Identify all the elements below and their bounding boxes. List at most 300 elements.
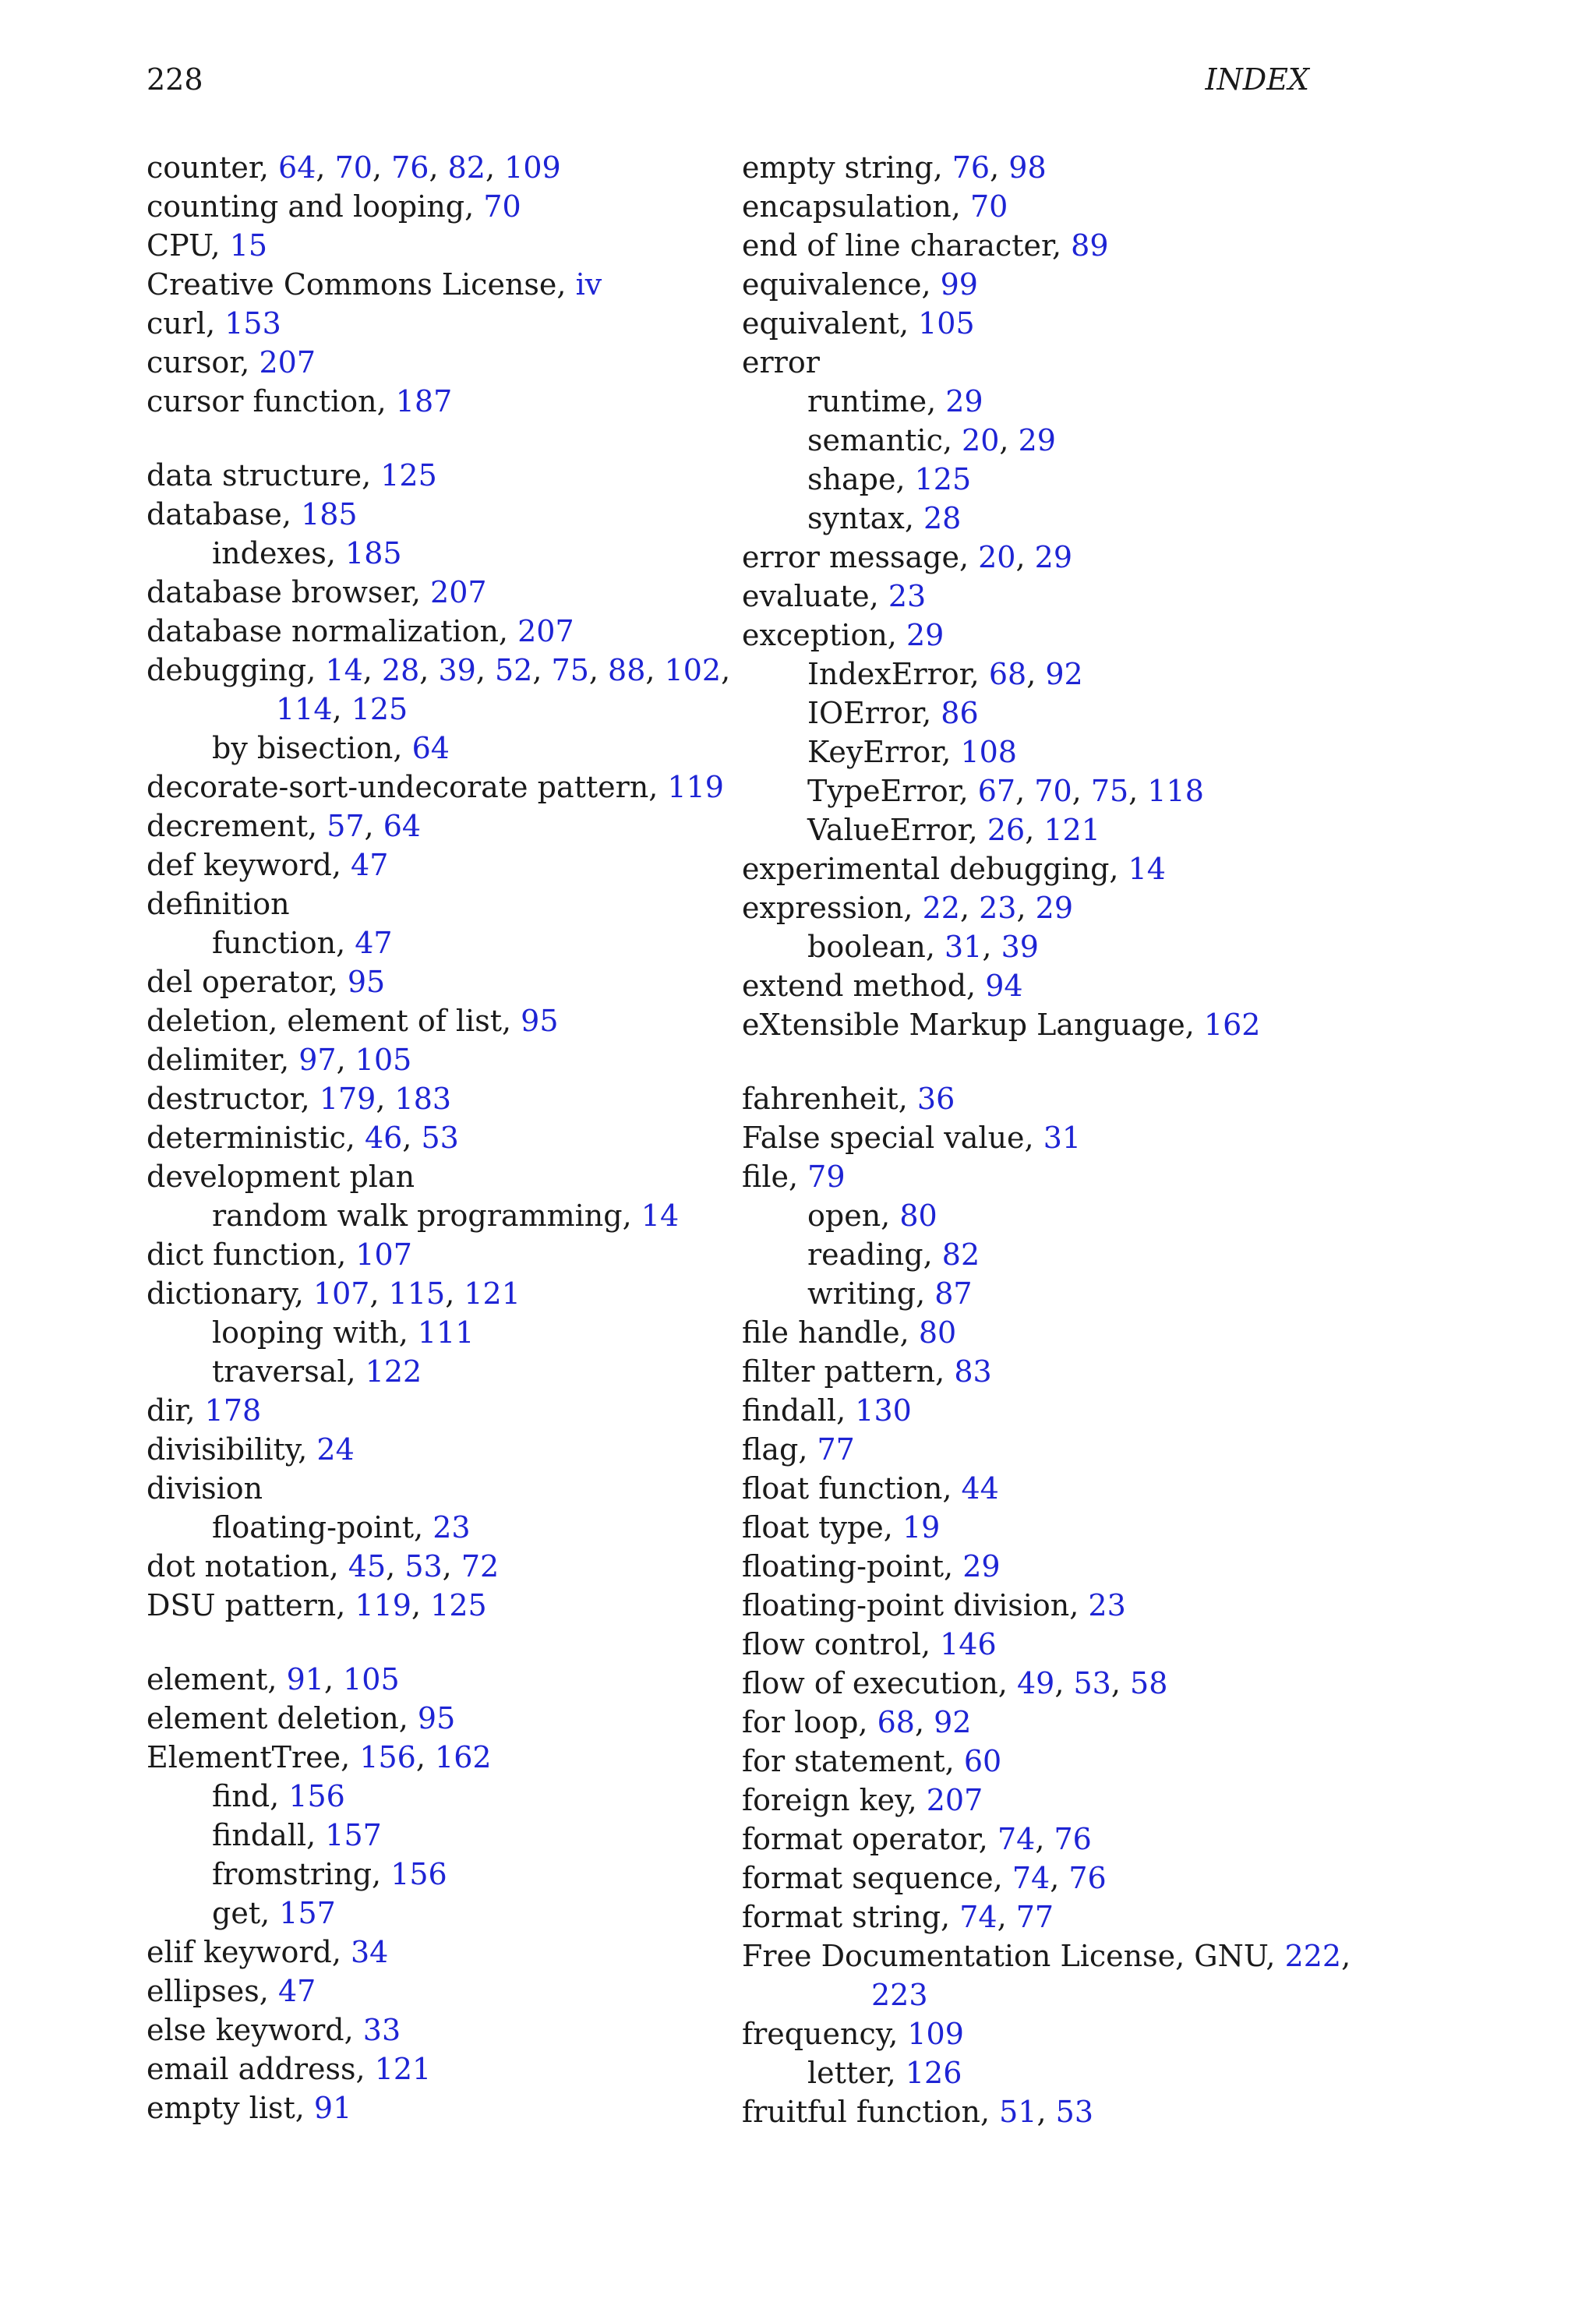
page-reference-link[interactable]: 118 bbox=[1147, 774, 1204, 808]
index-term: IOError bbox=[807, 696, 923, 730]
index-entry: DSU pattern, 119, 125 bbox=[147, 1588, 487, 1622]
page-header bbox=[147, 56, 1309, 103]
page-reference-link[interactable]: 82 bbox=[447, 150, 486, 185]
page-reference-link[interactable]: 185 bbox=[301, 497, 358, 531]
index-term: deletion, element of list bbox=[147, 1004, 502, 1038]
page-reference-link[interactable]: 28 bbox=[923, 501, 962, 535]
index-subentry: writing, 87 bbox=[807, 1276, 973, 1311]
index-entry: element, 91, 105 bbox=[147, 1662, 400, 1696]
index-entry: for statement, 60 bbox=[742, 1744, 1002, 1778]
index-subentry: findall, 157 bbox=[212, 1818, 382, 1852]
page-reference-link[interactable]: 99 bbox=[940, 267, 978, 302]
page-reference-link[interactable]: 26 bbox=[987, 813, 1026, 847]
page-reference-link[interactable]: 68 bbox=[988, 657, 1027, 691]
page-reference-link[interactable]: 121 bbox=[374, 2052, 432, 2086]
index-term: runtime bbox=[807, 384, 927, 418]
index-entry: expression, 22, 23, 29 bbox=[742, 891, 1073, 925]
page-reference-link[interactable]: 92 bbox=[1045, 657, 1083, 691]
index-entry: ellipses, 47 bbox=[147, 1974, 316, 2008]
index-term: decrement bbox=[147, 809, 309, 843]
page-reference-link[interactable]: 162 bbox=[435, 1740, 492, 1774]
index-entry: float type, 19 bbox=[742, 1510, 941, 1545]
index-entry: False special value, 31 bbox=[742, 1121, 1082, 1155]
page-reference-link[interactable]: 80 bbox=[918, 1315, 957, 1350]
index-subentry: KeyError, 108 bbox=[807, 735, 1017, 769]
page-reference-link[interactable]: 223 bbox=[871, 1978, 928, 2012]
page-reference-link[interactable]: 51 bbox=[999, 2095, 1037, 2129]
page-reference-link[interactable]: 87 bbox=[934, 1276, 973, 1311]
page-reference-link[interactable]: 111 bbox=[417, 1315, 475, 1350]
page-reference-link[interactable]: 68 bbox=[877, 1705, 915, 1739]
index-term: by bisection bbox=[212, 731, 394, 765]
index-entry: ElementTree, 156, 162 bbox=[147, 1740, 492, 1774]
index-term: encapsulation bbox=[742, 189, 952, 224]
index-entry: data structure, 125 bbox=[147, 458, 437, 493]
index-term: dict function bbox=[147, 1237, 337, 1272]
page-reference-link[interactable]: 130 bbox=[855, 1393, 912, 1428]
index-term: empty list bbox=[147, 2091, 295, 2125]
page-reference-link[interactable]: 29 bbox=[1035, 891, 1073, 925]
page-reference-link[interactable]: 67 bbox=[977, 774, 1016, 808]
index-subentry: boolean, 31, 39 bbox=[807, 930, 1039, 964]
page-reference-link[interactable]: 105 bbox=[918, 306, 975, 341]
index-term: file handle bbox=[742, 1315, 900, 1350]
page-reference-link[interactable]: 20 bbox=[978, 540, 1016, 574]
index-term: foreign key bbox=[742, 1783, 908, 1817]
index-term: filter pattern bbox=[742, 1354, 936, 1389]
index-entry: cursor, 207 bbox=[147, 345, 316, 380]
page-reference-link[interactable]: 19 bbox=[902, 1510, 941, 1545]
index-term: letter bbox=[807, 2056, 887, 2090]
index-entry: empty list, 91 bbox=[147, 2091, 352, 2125]
index-entry: dot notation, 45, 53, 72 bbox=[147, 1549, 500, 1583]
index-entry: database normalization, 207 bbox=[147, 614, 574, 648]
page-reference-link[interactable]: 95 bbox=[417, 1701, 456, 1735]
page-reference-link[interactable]: 33 bbox=[362, 2013, 401, 2047]
page-reference-link[interactable]: 29 bbox=[945, 384, 983, 418]
page-reference-link[interactable]: 64 bbox=[278, 150, 316, 185]
index-term: fromstring bbox=[212, 1857, 373, 1891]
page-reference-link[interactable]: 82 bbox=[941, 1237, 980, 1272]
index-term: float type bbox=[742, 1510, 884, 1545]
index-term: deterministic bbox=[147, 1121, 346, 1155]
page-reference-link[interactable]: 121 bbox=[1043, 813, 1100, 847]
index-term: equivalence bbox=[742, 267, 922, 302]
page-reference-link[interactable]: 60 bbox=[963, 1744, 1002, 1778]
page-reference-link[interactable]: 70 bbox=[969, 189, 1008, 224]
index-entry: deletion, element of list, 95 bbox=[147, 1004, 559, 1038]
index-entry: equivalence, 99 bbox=[742, 267, 978, 302]
page-reference-link[interactable]: 76 bbox=[952, 150, 990, 185]
index-term: traversal bbox=[212, 1354, 347, 1389]
page-reference-link[interactable]: 20 bbox=[962, 423, 1000, 457]
index-entry: counter, 64, 70, 76, 82, 109 bbox=[147, 150, 561, 185]
page-reference-link[interactable]: 23 bbox=[1088, 1588, 1126, 1622]
page-reference-link[interactable]: 31 bbox=[945, 930, 983, 964]
index-entry: findall, 130 bbox=[742, 1393, 912, 1428]
index-term: get bbox=[212, 1896, 261, 1930]
index-term: random walk programming bbox=[212, 1199, 623, 1233]
index-subentry: IndexError, 68, 92 bbox=[807, 657, 1083, 691]
page-reference-link[interactable]: 46 bbox=[364, 1121, 403, 1155]
index-entry: decorate-sort-undecorate pattern, 119 bbox=[147, 770, 724, 804]
index-entry: element deletion, 95 bbox=[147, 1701, 456, 1735]
index-term: end of line character bbox=[742, 228, 1052, 263]
page-reference-link[interactable]: 74 bbox=[997, 1822, 1036, 1856]
index-entry: equivalent, 105 bbox=[742, 306, 975, 341]
page-reference-link[interactable]: 57 bbox=[327, 809, 365, 843]
page-reference-link[interactable]: 74 bbox=[1012, 1861, 1050, 1895]
page-reference-link[interactable]: 162 bbox=[1203, 1008, 1261, 1042]
index-entry: empty string, 76, 98 bbox=[742, 150, 1047, 185]
page-reference-link[interactable]: 125 bbox=[430, 1588, 487, 1622]
page-reference-link[interactable]: 187 bbox=[395, 384, 453, 418]
index-term: division bbox=[147, 1471, 263, 1506]
index-subentry: by bisection, 64 bbox=[212, 731, 450, 765]
index-term: format operator bbox=[742, 1822, 979, 1856]
letter-group-gap bbox=[742, 1044, 1334, 1079]
page-reference-link[interactable]: 91 bbox=[313, 2091, 352, 2125]
index-entry: file handle, 80 bbox=[742, 1315, 957, 1350]
index-term: experimental debugging bbox=[742, 852, 1110, 886]
page-reference-link[interactable]: 83 bbox=[954, 1354, 992, 1389]
page-reference-link[interactable]: 153 bbox=[224, 306, 281, 341]
index-term: floating-point division bbox=[742, 1588, 1070, 1622]
page-reference-link[interactable]: 105 bbox=[355, 1043, 412, 1077]
index-entry: exception, 29 bbox=[742, 618, 945, 652]
index-subentry: semantic, 20, 29 bbox=[807, 423, 1056, 457]
page-reference-link[interactable]: 157 bbox=[279, 1896, 336, 1930]
page-reference-link[interactable]: 23 bbox=[433, 1510, 471, 1545]
index-entry: database browser, 207 bbox=[147, 575, 487, 609]
running-title: INDEX bbox=[1205, 62, 1309, 97]
page-reference-link[interactable]: 86 bbox=[941, 696, 979, 730]
page-reference-link[interactable]: 95 bbox=[521, 1004, 559, 1038]
index-entry-continuation: 114, 125 bbox=[276, 692, 408, 726]
index-entry: floating-point, 29 bbox=[742, 1549, 1001, 1583]
page-reference-link[interactable]: 36 bbox=[916, 1082, 955, 1116]
index-term: debugging bbox=[147, 653, 307, 687]
index-term: DSU pattern bbox=[147, 1588, 337, 1622]
page-reference-link[interactable]: 53 bbox=[404, 1549, 443, 1583]
page-reference-link[interactable]: 23 bbox=[979, 891, 1017, 925]
index-term: file bbox=[742, 1160, 789, 1194]
page-reference-link[interactable]: 28 bbox=[381, 653, 420, 687]
index-entry: fahrenheit, 36 bbox=[742, 1082, 955, 1116]
index-entry: else keyword, 33 bbox=[147, 2013, 401, 2047]
page-reference-link[interactable]: 14 bbox=[641, 1199, 680, 1233]
index-term: format string bbox=[742, 1900, 941, 1934]
page-reference-link[interactable]: 94 bbox=[985, 969, 1023, 1003]
page-reference-link[interactable]: 105 bbox=[343, 1662, 400, 1696]
index-entry: email address, 121 bbox=[147, 2052, 432, 2086]
page-reference-link[interactable]: 207 bbox=[926, 1783, 983, 1817]
page-reference-link[interactable]: 178 bbox=[204, 1393, 262, 1428]
page-reference-link[interactable]: 121 bbox=[464, 1276, 521, 1311]
index-column-left bbox=[147, 148, 731, 2127]
index-term: for statement bbox=[742, 1744, 945, 1778]
page-reference-link[interactable]: 15 bbox=[229, 228, 268, 263]
index-subentry: IOError, 86 bbox=[807, 696, 979, 730]
index-entry: encapsulation, 70 bbox=[742, 189, 1008, 224]
index-entry: format operator, 74, 76 bbox=[742, 1822, 1092, 1856]
index-entry: counting and looping, 70 bbox=[147, 189, 521, 224]
index-term: fruitful function bbox=[742, 2095, 980, 2129]
page-reference-link[interactable]: 70 bbox=[334, 150, 373, 185]
page-reference-link[interactable]: 64 bbox=[383, 809, 422, 843]
page-reference-link[interactable]: 53 bbox=[1055, 2095, 1094, 2129]
page-reference-link[interactable]: 24 bbox=[316, 1432, 355, 1467]
index-term: extend method bbox=[742, 969, 967, 1003]
page-reference-link[interactable]: 95 bbox=[347, 965, 386, 999]
index-subentry: indexes, 185 bbox=[212, 536, 402, 570]
page-reference-link[interactable]: 179 bbox=[319, 1082, 376, 1116]
page-reference-link[interactable]: 185 bbox=[345, 536, 402, 570]
index-term: open bbox=[807, 1199, 881, 1233]
page-reference-link[interactable]: 75 bbox=[551, 653, 589, 687]
index-term: ValueError bbox=[807, 813, 969, 847]
page-reference-link[interactable]: 70 bbox=[1034, 774, 1072, 808]
index-entry bbox=[742, 343, 1334, 382]
page-reference-link[interactable]: 23 bbox=[888, 579, 927, 613]
index-term: cursor bbox=[147, 345, 241, 380]
index-term: find bbox=[212, 1779, 270, 1813]
index-subentry: fromstring, 156 bbox=[212, 1857, 447, 1891]
index-subentry: find, 156 bbox=[212, 1779, 345, 1813]
index-entry: dir, 178 bbox=[147, 1393, 262, 1428]
page-reference-link[interactable]: 52 bbox=[494, 653, 533, 687]
page-reference-link[interactable]: 29 bbox=[1018, 423, 1056, 457]
page-reference-link[interactable]: 58 bbox=[1130, 1666, 1168, 1700]
index-term: delimiter bbox=[147, 1043, 281, 1077]
index-entry: frequency, 109 bbox=[742, 2017, 964, 2051]
index-entry: format string, 74, 77 bbox=[742, 1900, 1054, 1934]
index-term: floating-point bbox=[742, 1549, 945, 1583]
page-reference-link[interactable]: 125 bbox=[351, 692, 408, 726]
letter-group-gap bbox=[147, 1625, 723, 1660]
page-reference-link[interactable]: 76 bbox=[1054, 1822, 1092, 1856]
index-entry: divisibility, 24 bbox=[147, 1432, 355, 1467]
index-entry: flow of execution, 49, 53, 58 bbox=[742, 1666, 1168, 1700]
page-reference-link[interactable]: 76 bbox=[1068, 1861, 1107, 1895]
page-reference-link[interactable]: 97 bbox=[298, 1043, 337, 1077]
index-term: flag bbox=[742, 1432, 799, 1467]
page-reference-link[interactable]: 79 bbox=[807, 1160, 846, 1194]
index-entry: dictionary, 107, 115, 121 bbox=[147, 1276, 521, 1311]
page-reference-link[interactable]: 122 bbox=[365, 1354, 422, 1389]
page-reference-link[interactable]: 119 bbox=[667, 770, 724, 804]
page-reference-link[interactable]: 44 bbox=[961, 1471, 999, 1506]
index-subentry: letter, 126 bbox=[807, 2056, 962, 2090]
index-term: element bbox=[147, 1662, 268, 1696]
page-reference-link[interactable]: 14 bbox=[325, 653, 363, 687]
index-entry: CPU, 15 bbox=[147, 228, 268, 263]
page-reference-link[interactable]: 29 bbox=[906, 618, 945, 652]
page-reference-link[interactable]: 207 bbox=[430, 575, 487, 609]
index-entry: deterministic, 46, 53 bbox=[147, 1121, 459, 1155]
index-term: Creative Commons License bbox=[147, 267, 557, 302]
index-term: curl bbox=[147, 306, 207, 341]
page-reference-link[interactable]: 222 bbox=[1284, 1939, 1342, 1973]
index-entry: debugging, 14, 28, 39, 52, 75, 88, 102, bbox=[147, 653, 731, 687]
index-subentry: reading, 82 bbox=[807, 1237, 980, 1272]
index-entry: decrement, 57, 64 bbox=[147, 809, 422, 843]
index-entry: elif keyword, 34 bbox=[147, 1935, 389, 1969]
page-reference-link[interactable]: 88 bbox=[608, 653, 646, 687]
page-reference-link[interactable]: 53 bbox=[421, 1121, 459, 1155]
page-reference-link[interactable]: 114 bbox=[276, 692, 333, 726]
page-reference-link[interactable]: 157 bbox=[325, 1818, 382, 1852]
page-reference-link[interactable]: 109 bbox=[504, 150, 561, 185]
page-reference-link[interactable]: 98 bbox=[1008, 150, 1047, 185]
index-subentry: ValueError, 26, 121 bbox=[807, 813, 1100, 847]
page-reference-link[interactable]: 77 bbox=[817, 1432, 855, 1467]
index-term: KeyError bbox=[807, 735, 942, 769]
page-reference-link[interactable]: 156 bbox=[288, 1779, 345, 1813]
index-term: format sequence bbox=[742, 1861, 994, 1895]
page-reference-link[interactable]: 29 bbox=[962, 1549, 1001, 1583]
index-entry: delimiter, 97, 105 bbox=[147, 1043, 412, 1077]
page-reference-link[interactable]: 91 bbox=[286, 1662, 324, 1696]
index-term: else keyword bbox=[147, 2013, 344, 2047]
page-reference-link[interactable]: 47 bbox=[277, 1974, 316, 2008]
page-reference-link[interactable]: 39 bbox=[1001, 930, 1039, 964]
index-subentry: open, 80 bbox=[807, 1199, 937, 1233]
page-reference-link[interactable]: 89 bbox=[1071, 228, 1109, 263]
index-entry bbox=[147, 884, 723, 923]
index-term: ellipses bbox=[147, 1974, 260, 2008]
page-reference-link[interactable]: 207 bbox=[259, 345, 316, 380]
index-term: equivalent bbox=[742, 306, 899, 341]
index-term: database normalization bbox=[147, 614, 499, 648]
page-reference-link[interactable]: 64 bbox=[411, 731, 450, 765]
page-reference-link[interactable]: 76 bbox=[391, 150, 429, 185]
index-term: data structure bbox=[147, 458, 362, 493]
index-term: shape bbox=[807, 462, 896, 496]
page-reference-link[interactable]: 39 bbox=[438, 653, 476, 687]
page-reference-link[interactable]: 47 bbox=[351, 848, 389, 882]
page-reference-link[interactable]: 146 bbox=[940, 1627, 997, 1661]
index-term: findall bbox=[742, 1393, 837, 1428]
index-term: Free Documentation License, GNU bbox=[742, 1939, 1266, 1973]
index-entry: extend method, 94 bbox=[742, 969, 1023, 1003]
index-entry: Free Documentation License, GNU, 222, bbox=[742, 1939, 1351, 1973]
index-entry: curl, 153 bbox=[147, 306, 281, 341]
index-entry: floating-point division, 23 bbox=[742, 1588, 1126, 1622]
page-reference-link[interactable]: 45 bbox=[348, 1549, 387, 1583]
index-term: TypeError bbox=[807, 774, 959, 808]
index-term: flow control bbox=[742, 1627, 921, 1661]
index-subentry: floating-point, 23 bbox=[212, 1510, 471, 1545]
index-entry: flow control, 146 bbox=[742, 1627, 997, 1661]
index-term: findall bbox=[212, 1818, 307, 1852]
index-entry: fruitful function, 51, 53 bbox=[742, 2095, 1094, 2129]
page-reference-link[interactable]: 80 bbox=[899, 1199, 937, 1233]
page-reference-link[interactable]: 109 bbox=[907, 2017, 964, 2051]
index-subentry: runtime, 29 bbox=[807, 384, 983, 418]
page-reference-link[interactable]: 47 bbox=[355, 926, 393, 960]
index-entry-continuation bbox=[742, 1975, 1334, 2014]
index-term: semantic bbox=[807, 423, 943, 457]
page-reference-link[interactable]: 72 bbox=[461, 1549, 500, 1583]
page-reference-link[interactable]: 108 bbox=[960, 735, 1017, 769]
page-reference-link[interactable]: 14 bbox=[1128, 852, 1166, 886]
page-reference-link[interactable]: 102 bbox=[664, 653, 722, 687]
index-term: floating-point bbox=[212, 1510, 415, 1545]
index-term: function bbox=[212, 926, 337, 960]
index-term: email address bbox=[147, 2052, 356, 2086]
index-term: dictionary bbox=[147, 1276, 295, 1311]
index-term: exception bbox=[742, 618, 888, 652]
page-reference-link[interactable]: 119 bbox=[355, 1588, 411, 1622]
index-term: False special value bbox=[742, 1121, 1025, 1155]
page-reference-link[interactable]: 126 bbox=[905, 2056, 962, 2090]
index-term: syntax bbox=[807, 501, 905, 535]
index-term: evaluate bbox=[742, 579, 870, 613]
page-reference-link[interactable]: 156 bbox=[390, 1857, 447, 1891]
page-reference-link[interactable]: 183 bbox=[394, 1082, 452, 1116]
page-reference-link[interactable]: 70 bbox=[483, 189, 521, 224]
index-term: development plan bbox=[147, 1160, 415, 1194]
page-reference-link[interactable]: iv bbox=[575, 267, 602, 302]
index-subentry: shape, 125 bbox=[807, 462, 972, 496]
index-entry: dict function, 107 bbox=[147, 1237, 412, 1272]
page-reference-link[interactable]: 31 bbox=[1043, 1121, 1082, 1155]
page-reference-link[interactable]: 22 bbox=[922, 891, 960, 925]
index-term: float function bbox=[742, 1471, 943, 1506]
index-entry: foreign key, 207 bbox=[742, 1783, 983, 1817]
index-term: error bbox=[742, 345, 820, 380]
index-entry: def keyword, 47 bbox=[147, 848, 389, 882]
index-term: CPU bbox=[147, 228, 211, 263]
index-term: reading bbox=[807, 1237, 923, 1272]
index-entry: destructor, 179, 183 bbox=[147, 1082, 452, 1116]
index-term: cursor function bbox=[147, 384, 377, 418]
page-reference-link[interactable]: 29 bbox=[1034, 540, 1072, 574]
page-reference-link[interactable]: 92 bbox=[934, 1705, 972, 1739]
page-reference-link[interactable]: 207 bbox=[517, 614, 574, 648]
page-reference-link[interactable]: 156 bbox=[359, 1740, 416, 1774]
page-reference-link[interactable]: 125 bbox=[380, 458, 437, 493]
index-subentry: traversal, 122 bbox=[212, 1354, 422, 1389]
page-reference-link[interactable]: 77 bbox=[1015, 1900, 1054, 1934]
index-term: error message bbox=[742, 540, 959, 574]
index-term: writing bbox=[807, 1276, 916, 1311]
index-entry: cursor function, 187 bbox=[147, 384, 453, 418]
index-term: looping with bbox=[212, 1315, 399, 1350]
page-reference-link[interactable]: 107 bbox=[312, 1276, 370, 1311]
page-reference-link[interactable]: 125 bbox=[914, 462, 972, 496]
index-term: indexes bbox=[212, 536, 327, 570]
index-entry: eXtensible Markup Language, 162 bbox=[742, 1008, 1261, 1042]
page-reference-link[interactable]: 34 bbox=[351, 1935, 389, 1969]
index-entry: end of line character, 89 bbox=[742, 228, 1109, 263]
page-reference-link[interactable]: 107 bbox=[355, 1237, 412, 1272]
page-reference-link[interactable]: 115 bbox=[388, 1276, 446, 1311]
index-entry: float function, 44 bbox=[742, 1471, 999, 1506]
index-entry bbox=[147, 1469, 723, 1508]
letter-group-gap bbox=[147, 421, 723, 456]
index-term: database browser bbox=[147, 575, 411, 609]
page-reference-link[interactable]: 49 bbox=[1016, 1666, 1055, 1700]
index-term: counter bbox=[147, 150, 260, 185]
index-subentry: random walk programming, 14 bbox=[212, 1199, 680, 1233]
index-term: eXtensible Markup Language bbox=[742, 1008, 1185, 1042]
page-reference-link[interactable]: 53 bbox=[1073, 1666, 1111, 1700]
page-reference-link[interactable]: 75 bbox=[1090, 774, 1129, 808]
index-entry: file, 79 bbox=[742, 1160, 846, 1194]
page-reference-link[interactable]: 74 bbox=[959, 1900, 998, 1934]
